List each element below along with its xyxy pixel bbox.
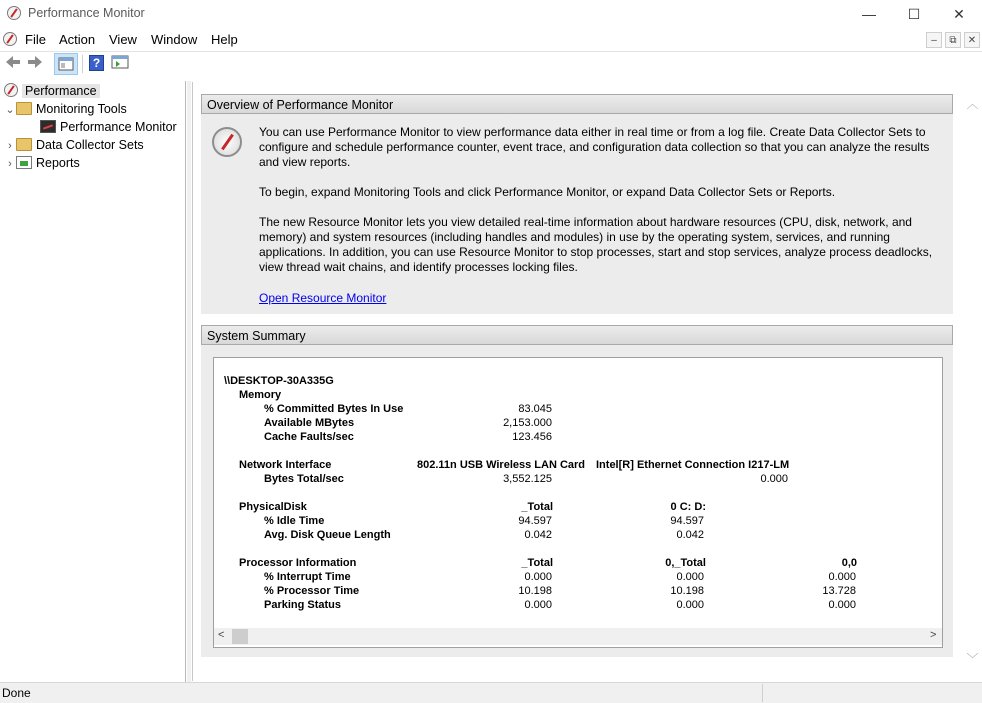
processor-instance-0-0: 0,0 <box>841 557 857 569</box>
network-instance-1: 802.11n USB Wireless LAN Card <box>417 459 586 471</box>
window-title: Performance Monitor <box>28 6 145 20</box>
counter-name: Available MBytes <box>264 417 355 429</box>
overview-header: Overview of Performance Monitor <box>201 94 953 114</box>
menu-file[interactable]: File <box>25 32 46 47</box>
close-button[interactable]: ✕ <box>953 6 965 22</box>
processor-instance-total: _Total <box>521 557 553 569</box>
overview-paragraph-1: You can use Performance Monitor to view performance data either in real time or from a log file. Create Data Collector Sets to configure and schedule performance counter, event trace, and configuration data collection so that you can analyze the results and view reports. <box>259 125 930 169</box>
counter-value: 94.597 <box>518 515 552 527</box>
counter-value: 123.456 <box>512 431 552 443</box>
counter-value: 0.000 <box>676 599 704 611</box>
counter-value: 83.045 <box>518 403 552 415</box>
tree-item-data-collector-sets[interactable]: › Data Collector Sets <box>0 136 185 154</box>
mdi-close-button[interactable]: ✕ <box>964 32 980 48</box>
menu-help[interactable]: Help <box>211 32 238 47</box>
horizontal-scroll-thumb[interactable] <box>232 629 248 644</box>
counter-value: 3,552.125 <box>503 473 552 485</box>
counter-name: Parking Status <box>264 599 342 611</box>
minimize-button[interactable]: — <box>862 6 876 22</box>
counter-value: 94.597 <box>670 515 704 527</box>
counter-value: 2,153.000 <box>503 417 552 429</box>
counter-value: 0.000 <box>676 571 704 583</box>
toolbar-separator <box>82 55 83 73</box>
folder-icon <box>16 138 32 151</box>
performance-monitor-large-icon <box>212 127 242 157</box>
maximize-button[interactable]: ☐ <box>907 6 921 22</box>
tree-item-reports[interactable]: › Reports <box>0 154 185 172</box>
system-menu-icon[interactable] <box>3 32 17 46</box>
counter-name: % Committed Bytes In Use <box>264 403 404 415</box>
scroll-right-arrow-icon[interactable]: > <box>930 629 937 641</box>
show-action-pane-icon[interactable] <box>110 54 130 74</box>
memory-label: Memory <box>239 389 282 401</box>
counter-value: 13.728 <box>822 585 856 597</box>
status-bar-separator <box>762 684 763 702</box>
counter-value: 0.000 <box>524 571 552 583</box>
counter-name: % Idle Time <box>264 515 325 527</box>
physical-disk-label: PhysicalDisk <box>239 501 307 513</box>
open-resource-monitor-link[interactable]: Open Resource Monitor <box>259 291 387 305</box>
network-instance-2: Intel[R] Ethernet Connection I217-LM <box>596 459 790 471</box>
performance-monitor-app-icon <box>7 6 21 20</box>
counter-value: 0.000 <box>524 599 552 611</box>
counter-value: 0.000 <box>760 473 788 485</box>
system-summary-header: System Summary <box>201 325 953 345</box>
computer-name: \\DESKTOP-30A335G <box>224 375 334 387</box>
counter-name: Avg. Disk Queue Length <box>264 529 391 541</box>
show-hide-console-tree-icon[interactable] <box>54 53 78 75</box>
counter-value: 0.000 <box>828 599 856 611</box>
details-vertical-scrollbar[interactable] <box>964 91 981 671</box>
counter-name: % Processor Time <box>264 585 360 597</box>
folder-icon <box>16 102 32 115</box>
expand-chevron-icon[interactable]: › <box>8 158 12 170</box>
console-tree <box>0 81 186 682</box>
menu-view[interactable]: View <box>109 32 137 47</box>
tree-item-monitoring-tools[interactable]: ⌄ Monitoring Tools <box>0 100 185 118</box>
toolbar <box>0 51 982 78</box>
counter-value: 10.198 <box>670 585 704 597</box>
performance-icon <box>4 83 18 97</box>
counter-name: Cache Faults/sec <box>264 431 354 443</box>
status-text: Done <box>2 686 31 700</box>
mdi-minimize-button[interactable]: – <box>926 32 942 48</box>
tree-item-performance-monitor[interactable]: Performance Monitor <box>0 118 185 136</box>
pane-splitter[interactable] <box>187 81 191 682</box>
summary-horizontal-scrollbar[interactable] <box>214 628 942 645</box>
processor-instance-0-total: 0,_Total <box>665 557 706 569</box>
counter-value: 0.042 <box>676 529 704 541</box>
disk-instance-c-d: 0 C: D: <box>670 501 706 513</box>
disk-instance-total: _Total <box>521 501 553 513</box>
mdi-restore-button[interactable]: ⧉ <box>945 32 961 48</box>
menu-bar <box>0 28 982 50</box>
counter-name: % Interrupt Time <box>264 571 351 583</box>
performance-monitor-chart-icon <box>40 120 56 133</box>
scroll-up-arrow-icon[interactable]: ︿ <box>966 97 979 111</box>
reports-icon <box>16 156 32 169</box>
tree-item-performance[interactable]: Performance <box>0 82 185 100</box>
processor-information-label: Processor Information <box>239 557 357 569</box>
counter-value: 0.000 <box>828 571 856 583</box>
title-bar <box>0 0 982 28</box>
scroll-down-arrow-icon[interactable]: ﹀ <box>966 652 979 666</box>
counter-name: Bytes Total/sec <box>264 473 344 485</box>
collapse-chevron-icon[interactable]: ⌄ <box>5 104 15 116</box>
forward-arrow-icon[interactable] <box>25 54 45 74</box>
menu-action[interactable]: Action <box>59 32 96 47</box>
expand-chevron-icon[interactable]: › <box>8 140 12 152</box>
overview-paragraph-3: The new Resource Monitor lets you view detailed real-time information about hardware resources (CPU, disk, network, and memory) and system resources (including handles and modules) in use by the operating system, services, and running applications. In addition, you can use Resource Monitor to stop processes, start and stop services, analyze process deadlocks, view thread wait chains, and identify processes locking files. <box>259 215 933 274</box>
status-bar <box>0 682 982 703</box>
help-icon[interactable]: ? <box>89 55 104 71</box>
overview-paragraph-2: To begin, expand Monitoring Tools and click Performance Monitor, or expand Data Collector Sets or Reports. <box>259 185 836 199</box>
menu-window[interactable]: Window <box>151 32 198 47</box>
network-interface-label: Network Interface <box>239 459 332 471</box>
counter-value: 0.042 <box>524 529 552 541</box>
scroll-left-arrow-icon[interactable]: < <box>218 629 225 641</box>
counter-value: 10.198 <box>518 585 552 597</box>
back-arrow-icon[interactable] <box>3 54 23 74</box>
